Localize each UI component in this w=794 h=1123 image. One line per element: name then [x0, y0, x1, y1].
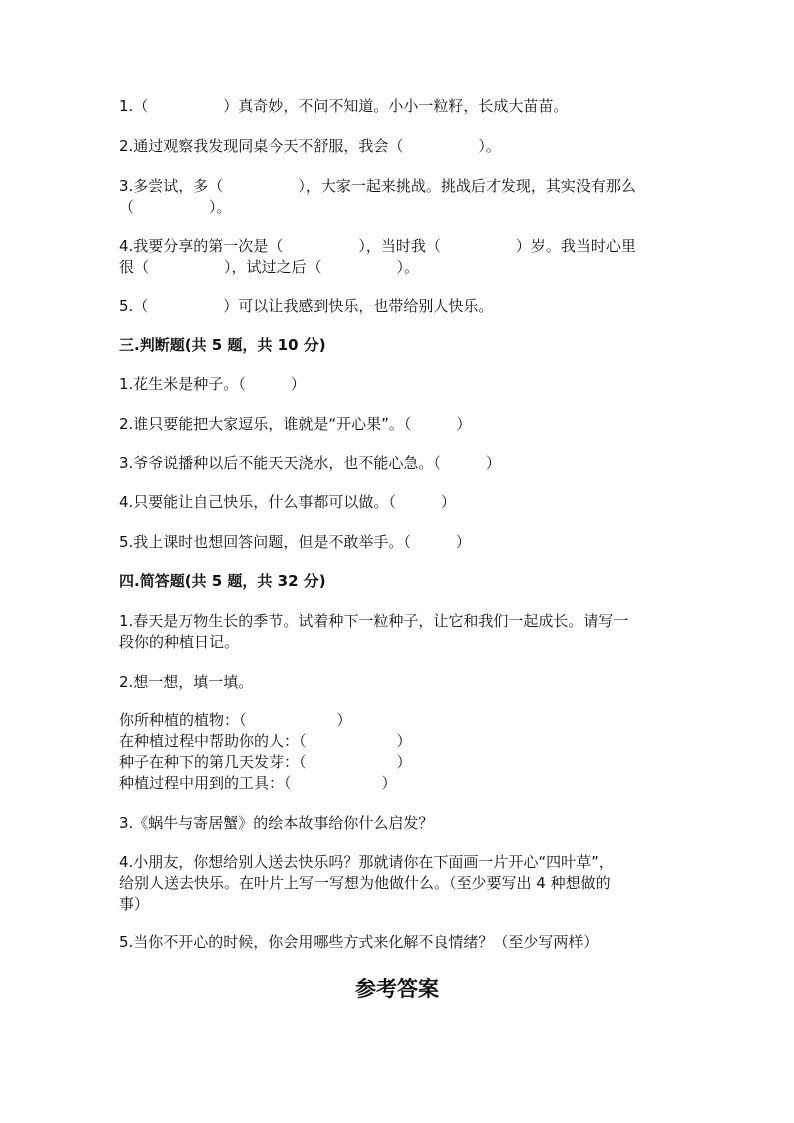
fill-blank-item-3-line-2: （ ）。: [119, 198, 232, 216]
short-answer-q1-line-2: 段你的种植日记。: [119, 633, 240, 651]
answer-key-title: 参考答案: [355, 977, 439, 1001]
short-answer-q4-line-3: 事）: [119, 895, 150, 913]
short-answer-q5: 5.当你不开心的时候，你会用哪些方式来化解不良情绪？（至少写两样）: [119, 933, 599, 951]
judge-item-3: 3.爷爷说播种以后不能天天浇水，也不能心急。（ ）: [119, 454, 501, 472]
q2-field-sprout-day: 种子在种下的第几天发芽：（ ）: [119, 753, 412, 771]
fill-blank-item-4-line-1: 4.我要分享的第一次是（ ），当时我（ ）岁。我当时心里: [119, 237, 636, 255]
fill-blank-item-4-line-2: 很（ ），试过之后（ ）。: [119, 258, 420, 276]
short-answer-q4-line-1: 4.小朋友，你想给别人送去快乐吗？那就请你在下面画一片开心“四叶草”，: [119, 853, 614, 871]
section-4-heading: 四.简答题(共 5 题，共 32 分): [119, 572, 326, 590]
judge-item-1: 1.花生米是种子。（ ）: [119, 375, 306, 393]
judge-item-5: 5.我上课时也想回答问题，但是不敢举手。（ ）: [119, 533, 471, 551]
q2-field-helper: 在种植过程中帮助你的人：（ ）: [119, 732, 412, 750]
short-answer-q4-line-2: 给别人送去快乐。在叶片上写一写想为他做什么。（至少要写出 4 种想做的: [119, 874, 611, 892]
judge-item-4: 4.只要能让自己快乐，什么事都可以做。（ ）: [119, 493, 456, 511]
short-answer-q3: 3.《蜗牛与寄居蟹》的绘本故事给你什么启发？: [119, 814, 434, 832]
fill-blank-item-5: 5.（ ）可以让我感到快乐，也带给别人快乐。: [119, 297, 494, 315]
short-answer-q2: 2.想一想，填一填。: [119, 673, 254, 691]
q2-field-plant: 你所种植的植物：（ ）: [119, 711, 352, 729]
q2-field-tools: 种植过程中用到的工具：（ ）: [119, 774, 397, 792]
judge-item-2: 2.谁只要能把大家逗乐，谁就是“开心果”。（ ）: [119, 415, 472, 433]
fill-blank-item-2: 2.通过观察我发现同桌今天不舒服，我会（ ）。: [119, 137, 501, 155]
fill-blank-item-3-line-1: 3.多尝试，多（ ），大家一起来挑战。挑战后才发现，其实没有那么: [119, 177, 636, 195]
section-3-heading: 三.判断题(共 5 题，共 10 分): [119, 336, 326, 354]
fill-blank-item-1: 1.（ ）真奇妙，不问不知道。小小一粒籽，长成大苗苗。: [119, 97, 569, 115]
short-answer-q1-line-1: 1.春天是万物生长的季节。试着种下一粒种子，让它和我们一起成长。请写一: [119, 612, 629, 630]
